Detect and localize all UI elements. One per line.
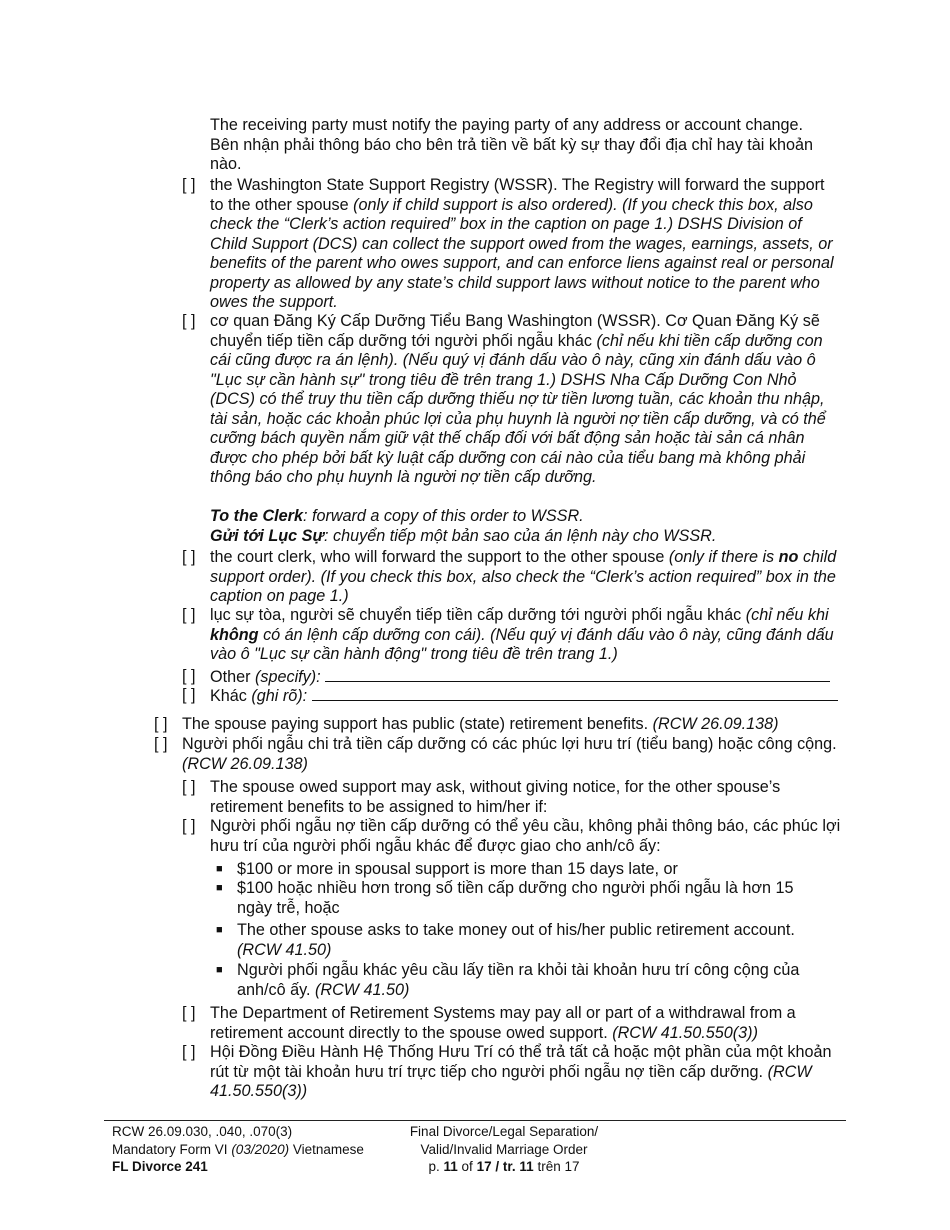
option-bold-text: no <box>778 548 799 566</box>
option-wssr-en <box>182 176 842 313</box>
option-text <box>210 667 842 688</box>
notify-paragraph <box>210 116 840 175</box>
checkbox[interactable]: [ ] <box>182 548 196 566</box>
checkbox[interactable]: [ ] <box>182 312 196 330</box>
footer-title-line1: Final Divorce/Legal Separation/ <box>409 1124 599 1139</box>
option-label: Other <box>210 668 251 686</box>
checkbox[interactable]: [ ] <box>182 667 196 685</box>
option-text <box>210 312 842 488</box>
option-drs-en <box>182 1004 842 1043</box>
footer-page-number <box>364 1158 644 1176</box>
page-num-vi: 11 <box>519 1159 534 1174</box>
page-footer <box>104 1120 846 1174</box>
option-wssr-vi <box>182 312 842 488</box>
page-of: of <box>461 1159 473 1174</box>
option-assign-en <box>182 778 842 817</box>
other-specify-field[interactable] <box>325 667 830 682</box>
option-assign-vi <box>182 817 842 856</box>
option-text <box>210 1004 842 1043</box>
checkbox[interactable]: [ ] <box>182 1043 196 1061</box>
option-main-text: Người phối ngẫu chi trả tiền cấp dưỡng có các phúc lợi hưu trí (tiểu bang) hoặc công cộng. <box>182 735 837 753</box>
checkbox[interactable]: [ ] <box>182 606 196 624</box>
option-court-clerk-vi <box>182 606 842 665</box>
option-label: Khác <box>210 687 247 705</box>
option-text: The spouse owed support may ask, without giving notice, for the other spouse’s retirement benefits to be assigned to him/her if: <box>210 778 781 816</box>
clerk-instruction-en <box>210 507 840 527</box>
checkbox[interactable]: [ ] <box>182 1004 196 1022</box>
other-specify-field[interactable] <box>312 686 838 701</box>
clerk-instruction-vi <box>210 527 840 547</box>
option-court-clerk-en <box>182 548 842 607</box>
footer-title-line2: Valid/Invalid Marriage Order <box>420 1141 588 1157</box>
option-text: Người phối ngẫu nợ tiền cấp dưỡng có thể yêu cầu, không phải thông báo, các phúc lợi hưu trí của người phối ngẫu khác để được giao cho anh/cô ấy: <box>210 817 841 855</box>
bullet-text: $100 or more in spousal support is more than 15 days late, or <box>237 860 678 878</box>
clerk-text-vi: : chuyển tiếp một bản sao của án lệnh này cho WSSR. <box>324 526 717 545</box>
option-text <box>210 606 842 665</box>
footer-form-lang: Vietnamese <box>292 1141 364 1157</box>
option-main-text: Hội Đồng Điều Hành Hệ Thống Hưu Trí có thể trả tất cả hoặc một phần của một khoản rút từ một tài khoản hưu trí trực tiếp cho người phối ngẫu nợ tiền cấp dưỡng. <box>210 1043 832 1081</box>
footer-form-line <box>112 1141 364 1159</box>
checkbox[interactable]: [ ] <box>182 817 196 835</box>
option-drs-vi <box>182 1043 842 1102</box>
option-main-text: cơ quan Đăng Ký Cấp Dưỡng Tiểu Bang Washington (WSSR). Cơ Quan Đăng Ký sẽ chuyển tiếp tiền cấp dưỡng tới người phối ngẫu khác <box>210 312 820 350</box>
option-main-text: the Washington State Support Registry (WSSR). The Registry will forward the support to the other spouse <box>210 176 825 214</box>
option-retirement-vi <box>154 735 844 774</box>
page-total: 17 <box>476 1159 492 1174</box>
page-tren: trên <box>537 1159 561 1174</box>
option-italic-text: (chỉ nếu khi <box>745 606 829 624</box>
clerk-label-vi: Gửi tới Lục Sự <box>210 526 325 545</box>
option-text <box>182 715 844 735</box>
bullet-square-icon: ■ <box>216 964 223 976</box>
footer-form-date: (03/2020) <box>231 1141 290 1157</box>
clerk-text-en: : forward a copy of this order to WSSR. <box>302 507 584 525</box>
option-retirement-en <box>154 715 844 735</box>
checkbox[interactable]: [ ] <box>182 686 196 704</box>
clerk-label-en: To the Clerk <box>210 507 303 525</box>
footer-form-info <box>112 1123 364 1176</box>
option-italic-text: có án lệnh cấp dưỡng con cái). (Nếu quý vị đánh dấu vào ô này, cũng đánh dấu vào ô "Lục sự cần hành động" trong tiêu đề trên trang 1.) <box>210 625 834 663</box>
option-italic-text: (chỉ nếu khi tiền cấp dưỡng con cái cũng được ra án lệnh). (Nếu quý vị đánh dấu vào ô này, cũng xin đánh dấu vào ô "Lục sự cần hành sự" trong tiêu đề trên trang 1.) DSHS Nha Cấp Dưỡng Con Nhỏ (DCS) có thể truy thu tiền cấp dưỡng thiếu nợ từ tiền lương tuần, các khoản thu nhập, tài sản, hoặc các khoản phúc lợi của phụ huynh là người nợ tiền cấp dưỡng, và có thể cưỡng bách quyền nắm giữ vật thế chấp đối với bất động sản hoặc tài sản cá nhân được cho phép bởi bất kỳ luật cấp dưỡng con cái nào của tiểu bang mà không phải thông báo cho phụ huynh là người nợ tiền cấp dưỡng. <box>210 331 826 486</box>
option-text <box>210 686 842 707</box>
option-italic-text: (ghi rõ): <box>251 687 308 705</box>
bullet-text: The other spouse asks to take money out of his/her public retirement account. <box>237 921 795 939</box>
checkbox[interactable]: [ ] <box>154 715 168 733</box>
footer-form-prefix: Mandatory Form VI <box>112 1141 228 1157</box>
checkbox[interactable]: [ ] <box>154 735 168 753</box>
option-text <box>182 735 844 774</box>
checkbox[interactable]: [ ] <box>182 176 196 194</box>
option-citation: (RCW 26.09.138) <box>652 715 779 733</box>
bullet-square-icon: ■ <box>216 924 223 936</box>
footer-title-block <box>364 1123 644 1176</box>
bullet-citation: (RCW 41.50) <box>315 980 410 999</box>
page-sep: / tr. <box>495 1159 516 1174</box>
footer-form-id: FL Divorce 241 <box>112 1159 208 1174</box>
option-main-text: the court clerk, who will forward the support to the other spouse <box>210 548 665 566</box>
bullet-item <box>216 961 826 1000</box>
bullet-square-icon: ■ <box>216 882 223 894</box>
option-italic-text: (specify): <box>255 668 321 686</box>
page-num: 11 <box>443 1159 458 1174</box>
option-other-vi <box>182 686 842 707</box>
option-main-text: lục sự tòa, người sẽ chuyển tiếp tiền cấp dưỡng tới người phối ngẫu khác <box>210 606 742 624</box>
option-text <box>210 548 842 607</box>
option-italic-text: (only if child support is also ordered). (If you check this box, also check the “Clerk’s action required” box in the caption on page 1.) DSHS Division of Child Support (DCS) can collect the support owed from the wages, earnings, assets, or benefits of the parent who owes support, and can enforce liens against real or personal property as allowed by any state’s child support laws without notice to the parent who owes the support. <box>210 195 834 311</box>
option-main-text: The Department of Retirement Systems may pay all or part of a withdrawal from a retirement account directly to the spouse owed support. <box>210 1004 796 1042</box>
notify-text-vi: Bên nhận phải thông báo cho bên trả tiền về bất kỳ sự thay đổi địa chỉ hay tài khoản nào. <box>210 135 813 173</box>
option-bold-text: không <box>210 625 259 644</box>
option-citation: (RCW 41.50.550(3)) <box>612 1023 758 1042</box>
option-citation: (RCW 41.50.550(3)) <box>210 1062 812 1100</box>
page-total-vi: 17 <box>564 1159 580 1174</box>
checkbox[interactable]: [ ] <box>182 778 196 796</box>
option-text <box>210 176 842 313</box>
clerk-instruction <box>210 507 840 546</box>
bullet-item <box>216 921 826 960</box>
footer-rcw: RCW 26.09.030, .040, .070(3) <box>112 1124 293 1139</box>
page-p: p. <box>428 1159 440 1174</box>
bullet-square-icon: ■ <box>216 863 223 875</box>
bullet-citation: (RCW 41.50) <box>237 940 332 959</box>
option-italic-text: (only if there is <box>668 548 775 566</box>
option-text <box>210 1043 842 1102</box>
bullet-item <box>216 879 826 918</box>
bullet-text: Người phối ngẫu khác yêu cầu lấy tiền ra khỏi tài khoản hưu trí công cộng của anh/cô ấy. <box>237 961 800 999</box>
notify-text-en: The receiving party must notify the paying party of any address or account change. <box>210 116 803 134</box>
option-citation: (RCW 26.09.138) <box>182 754 308 773</box>
option-italic-text: child support order). (If you check this box, also check the “Clerk’s action required” box in the caption on page 1.) <box>210 548 837 605</box>
bullet-text: $100 hoặc nhiều hơn trong số tiền cấp dưỡng cho người phối ngẫu là hơn 15 ngày trễ, hoặc <box>237 879 794 917</box>
option-main-text: The spouse paying support has public (state) retirement benefits. <box>182 715 649 733</box>
bullet-item <box>216 860 826 880</box>
option-other-en <box>182 667 842 688</box>
